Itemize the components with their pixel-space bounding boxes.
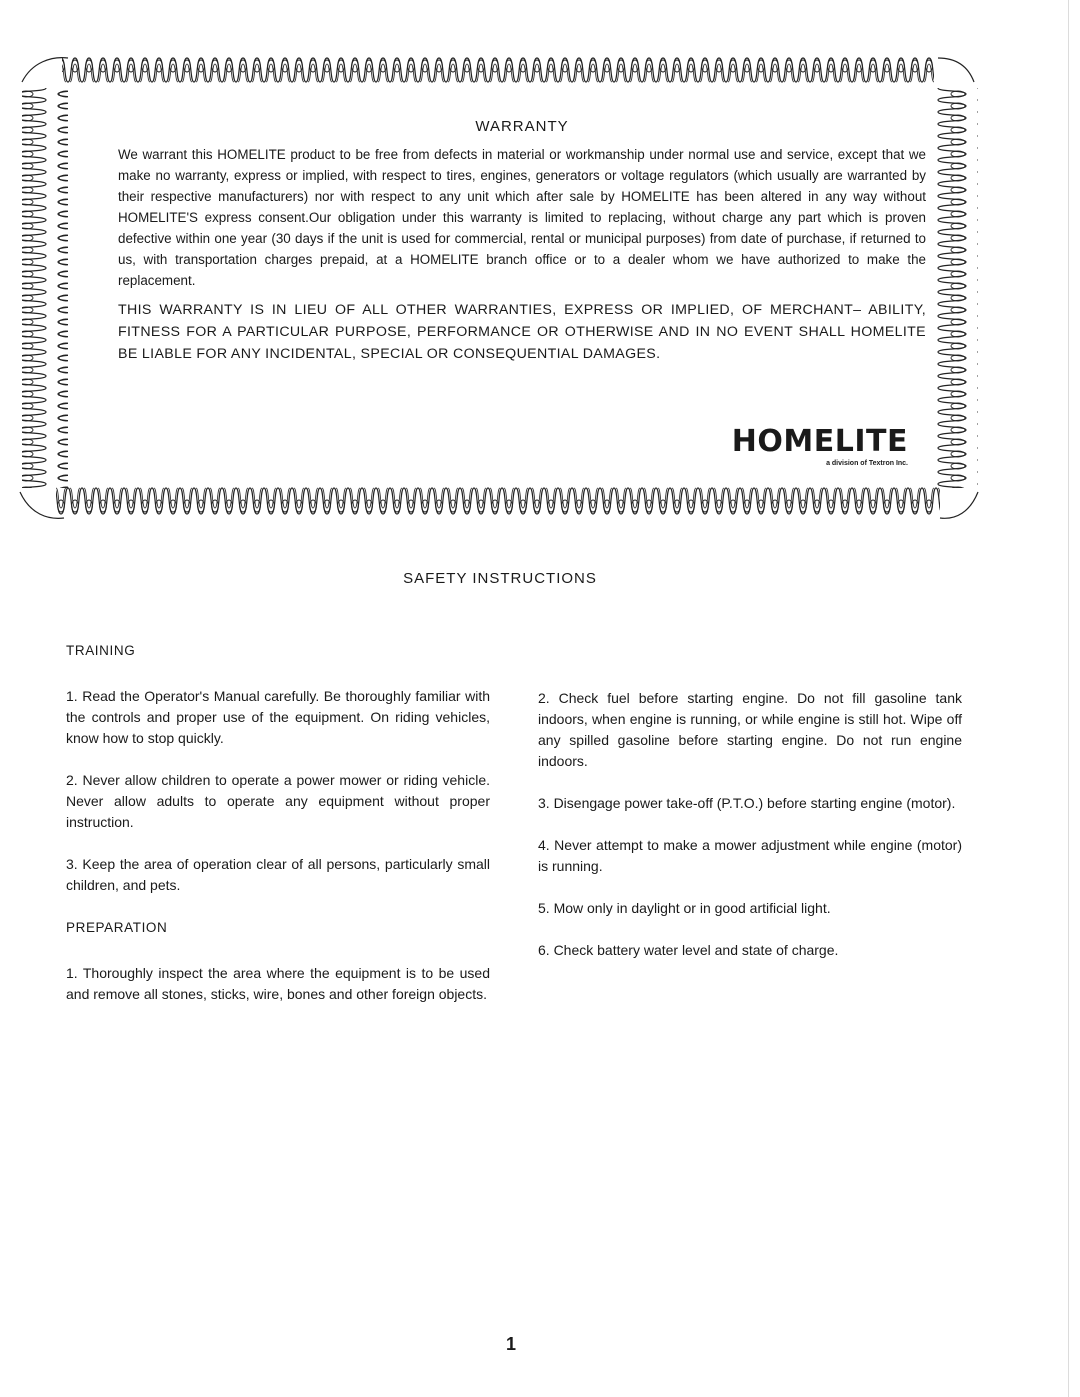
warranty-disclaimer: THIS WARRANTY IS IN LIEU OF ALL OTHER WARRANTIES, EXPRESS OR IMPLIED, OF MERCHANT– ABILITY, FITNESS FOR A PARTICULAR PURPOSE, PERFORMANCE OR OTHERWISE AND IN NO EVENT SHALL HOMELITE BE LIABLE FOR ANY INCIDENTAL, SPECIAL OR CONSEQUENTIAL DAMAGES. xyxy=(118,302,926,362)
scan-edge-line xyxy=(1068,0,1069,1397)
training-item: 3. Keep the area of operation clear of all persons, particularly small children, and pets. xyxy=(66,856,490,893)
preparation-item: 2. Check fuel before starting engine. Do not fill gasoline tank indoors, when engine is running, or while engine is still hot. Wipe off any spilled gasoline before starting engine. Do not run engine indoors. xyxy=(538,690,962,769)
brand-subtitle: a division of Textron Inc. xyxy=(826,460,908,467)
warranty-title: WARRANTY xyxy=(475,118,569,135)
page-number: 1 xyxy=(506,1334,517,1354)
training-heading: TRAINING xyxy=(66,643,136,658)
preparation-item: 4. Never attempt to make a mower adjustment while engine (motor) is running. xyxy=(538,837,962,874)
safety-right-column xyxy=(538,688,962,982)
warranty-content xyxy=(118,118,926,365)
safety-left-column xyxy=(66,640,490,1026)
preparation-item: 6. Check battery water level and state of charge. xyxy=(538,942,839,958)
homelite-logo xyxy=(732,426,908,467)
training-item: 2. Never allow children to operate a power mower or riding vehicle. Never allow adults to operate any equipment without proper instruction. xyxy=(66,772,490,830)
brand-name: HOMELITE xyxy=(731,424,908,459)
training-item: 1. Read the Operator's Manual carefully. Be thoroughly familiar with the controls and proper use of the equipment. On riding vehicles, know how to stop quickly. xyxy=(66,688,490,746)
preparation-item: 3. Disengage power take-off (P.T.O.) before starting engine (motor). xyxy=(538,795,956,811)
preparation-heading: PREPARATION xyxy=(66,920,168,935)
preparation-item: 1. Thoroughly inspect the area where the equipment is to be used and remove all stones, sticks, wire, bones and other foreign objects. xyxy=(66,965,490,1002)
safety-title: SAFETY INSTRUCTIONS xyxy=(403,570,597,587)
preparation-item: 5. Mow only in daylight or in good artificial light. xyxy=(538,900,831,916)
warranty-certificate xyxy=(12,52,984,522)
warranty-body: We warrant this HOMELITE product to be free from defects in material or workmanship under normal use and service, except that we make no warranty, express or implied, with respect to tires, engines, generators or voltage regulators (which usually are warranted by their respective manufacturers) nor with respect to any unit which after sale by HOMELITE has been altered in any way without HOMELITE'S express consent.Our obligation under this warranty is limited to replacing, without charge any part which is proven defective within one year (30 days if the unit is used for commercial, rental or municipal purposes) from date of purchase, if returned to us, with transportation charges prepaid, at a HOMELITE branch office or to a dealer whom we have authorized to make the replacement. xyxy=(118,147,926,288)
